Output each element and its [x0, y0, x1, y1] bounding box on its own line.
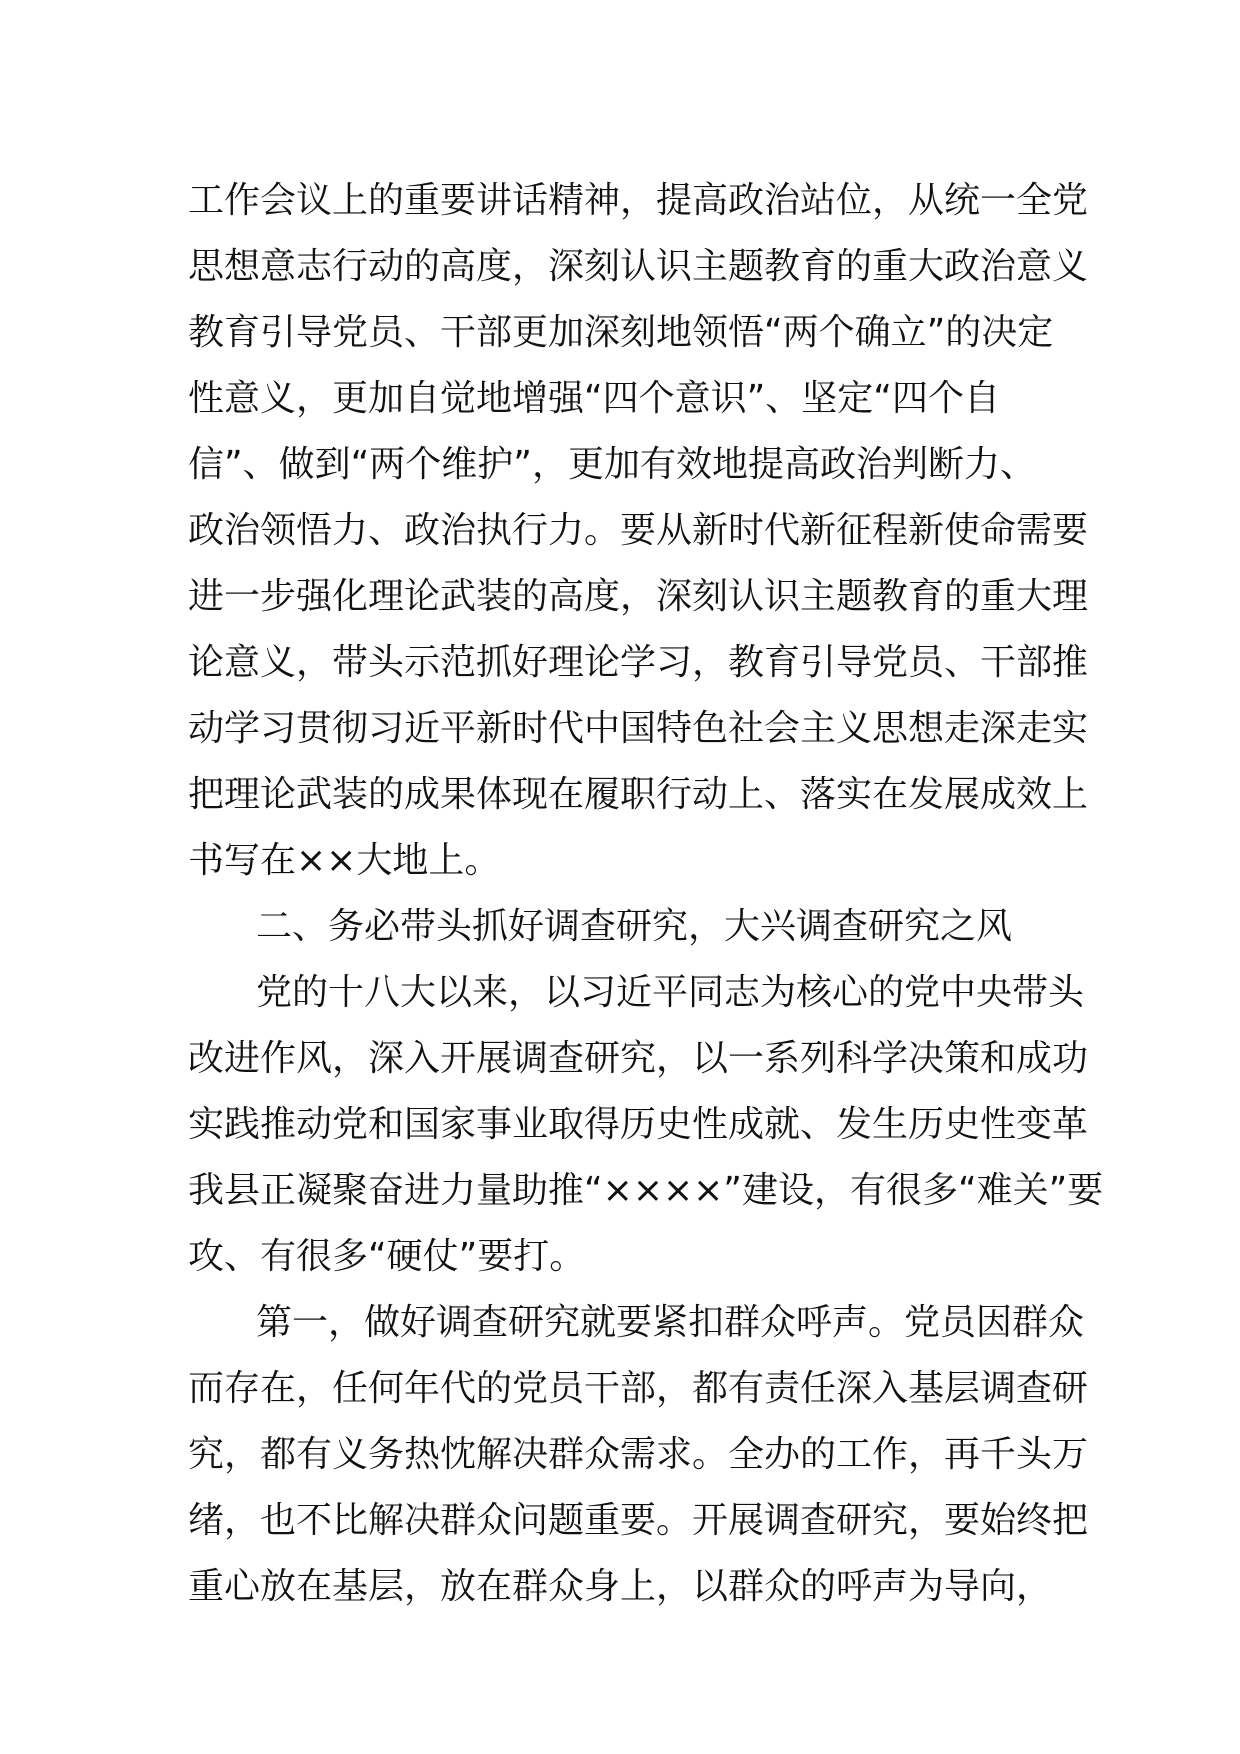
- text-line: 进一步强化理论武装的高度，深刻认识主题教育的重大理: [188, 576, 1089, 617]
- text-line: 政治领悟力、政治执行力。要从新时代新征程新使命需要: [188, 510, 1089, 551]
- text-line: 动学习贯彻习近平新时代中国特色社会主义思想走深走实: [188, 708, 1089, 749]
- text-line: 改进作风，深入开展调查研究，以一系列科学决策和成功: [188, 1038, 1089, 1079]
- text-line: 而存在，任何年代的党员干部，都有责任深入基层调查研: [188, 1368, 1089, 1409]
- text-line: 第一，做好调查研究就要紧扣群众呼声。党员因群众: [256, 1302, 1085, 1343]
- text-line: 书写在××大地上。: [188, 840, 501, 881]
- text-line: 教育引导党员、干部更加深刻地领悟“两个确立”的决定: [188, 312, 1054, 353]
- text-line: 我县正凝聚奋进力量助推“××××”建设，有很多“难关”要: [188, 1170, 1104, 1211]
- body-text: [188, 168, 1104, 1620]
- text-line: 信”、做到“两个维护”，更加有效地提高政治判断力、: [188, 444, 1036, 485]
- text-line: 实践推动党和国家事业取得历史性成就、发生历史性变革: [188, 1104, 1089, 1145]
- text-line: 重心放在基层，放在群众身上，以群众的呼声为导向，: [188, 1566, 1053, 1607]
- text-line: 绪，也不比解决群众问题重要。开展调查研究，要始终把: [188, 1500, 1089, 1541]
- text-line: 性意义，更加自觉地增强“四个意识”、坚定“四个自: [188, 378, 1000, 419]
- text-line: 把理论武装的成果体现在履职行动上、落实在发展成效上: [188, 774, 1089, 815]
- text-line: 思想意志行动的高度，深刻认识主题教育的重大政治意义: [188, 246, 1089, 287]
- text-line: 究，都有义务热忱解决群众需求。全办的工作，再千头万: [188, 1434, 1089, 1475]
- text-line: 工作会议上的重要讲话精神，提高政治站位，从统一全党: [188, 180, 1089, 221]
- text-line: 攻、有很多“硬仗”要打。: [188, 1236, 586, 1277]
- text-line: 党的十八大以来，以习近平同志为核心的党中央带头: [256, 972, 1085, 1013]
- text-line: 论意义，带头示范抓好理论学习，教育引导党员、干部推: [188, 642, 1089, 683]
- text-line: 二、务必带头抓好调查研究，大兴调查研究之风: [256, 906, 1013, 947]
